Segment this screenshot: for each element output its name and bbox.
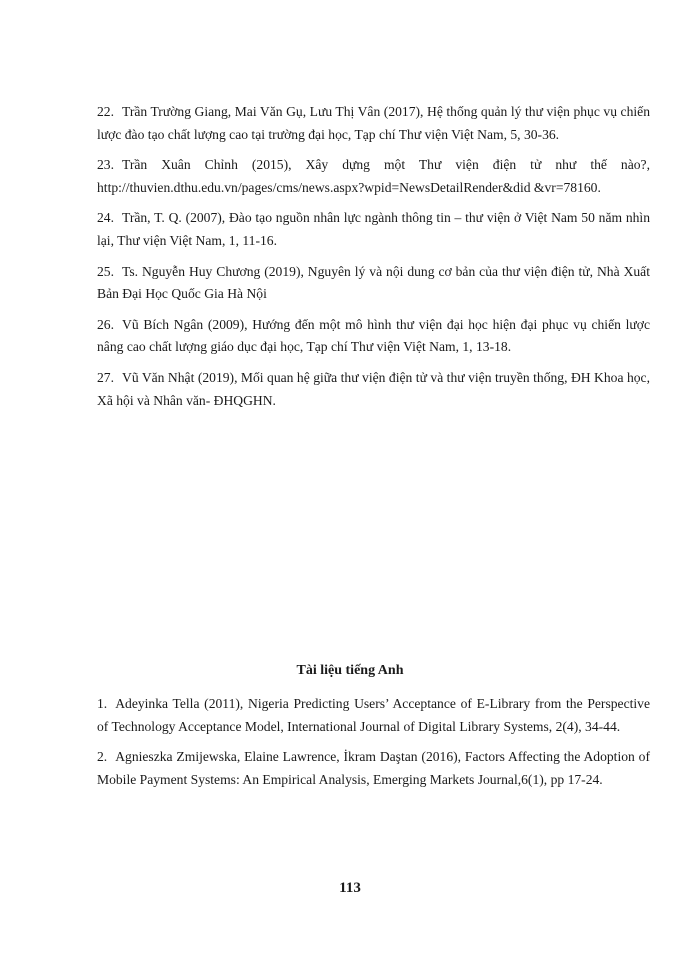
reference-number: 23. [97, 157, 114, 173]
reference-text: Trần, T. Q. (2007), Đào tạo nguồn nhân lực ngành thông tin – thư viện ở Việt Nam 50 năm nhìn lại, Thư viện Việt Nam, 1, 11-16. [97, 210, 650, 248]
english-reference-list [97, 693, 650, 799]
reference-number: 27. [97, 369, 114, 385]
reference-number: 22. [97, 104, 114, 119]
reference-item [97, 207, 650, 252]
reference-item [97, 101, 650, 146]
reference-text: Vũ Văn Nhật (2019), Mối quan hệ giữa thư viện điện tử và thư viện truyền thống, ĐH Khoa học, Xã hội và Nhân văn- ĐHQGHN. [97, 369, 650, 408]
reference-text: Trần Trường Giang, Mai Văn Gụ, Lưu Thị Vân (2017), Hệ thống quản lý thư viện phục vụ chiến lược đào tạo chất lượng cao tại trường đại học, Tạp chí Thư viện Việt Nam, 5, 30-36. [97, 104, 650, 142]
page-number: 113 [339, 880, 361, 896]
reference-item [97, 154, 650, 199]
reference-number: 26. [97, 316, 114, 332]
reference-item [97, 367, 650, 412]
vietnamese-reference-list [97, 101, 650, 420]
reference-item [97, 261, 650, 306]
reference-number: 2. [97, 749, 108, 765]
reference-text: Trần Xuân Chỉnh (2015), Xây dựng một Thư viện điện tử như thế nào?, http://thuvien.dthu.edu.vn/pages/cms/news.aspx?wpid=NewsDetailRender&did &vr=78160. [97, 157, 650, 195]
reference-text: Ts. Nguyễn Huy Chương (2019), Nguyên lý và nội dung cơ bản của thư viện điện tử, Nhà Xuất Bản Đại Học Quốc Gia Hà Nội [97, 263, 650, 302]
reference-text: Vũ Bích Ngân (2009), Hướng đến một mô hình thư viện đại học hiện đại phục vụ chiến lược nâng cao chất lượng giáo dục đại học, Tạp chí Thư viện Việt Nam, 1, 13-18. [97, 316, 650, 355]
reference-number: 24. [97, 210, 114, 226]
english-references-heading: Tài liệu tiếng Anh [296, 663, 404, 678]
reference-item [97, 693, 650, 738]
reference-text: Agnieszka Zmijewska, Elaine Lawrence, İkram Daştan (2016), Factors Affecting the Adoption of Mobile Payment Systems: An Empirical Analysis, Emerging Markets Journal,6(1), pp 17-24. [97, 749, 650, 787]
reference-text: Adeyinka Tella (2011), Nigeria Predicting Users’ Acceptance of E-Library from the Perspective of Technology Acceptance Model, International Journal of Digital Library Systems, 2(4), 34-44. [97, 696, 650, 734]
reference-item [97, 314, 650, 359]
reference-number: 25. [97, 263, 114, 279]
reference-item [97, 746, 650, 791]
reference-number: 1. [97, 696, 108, 711]
